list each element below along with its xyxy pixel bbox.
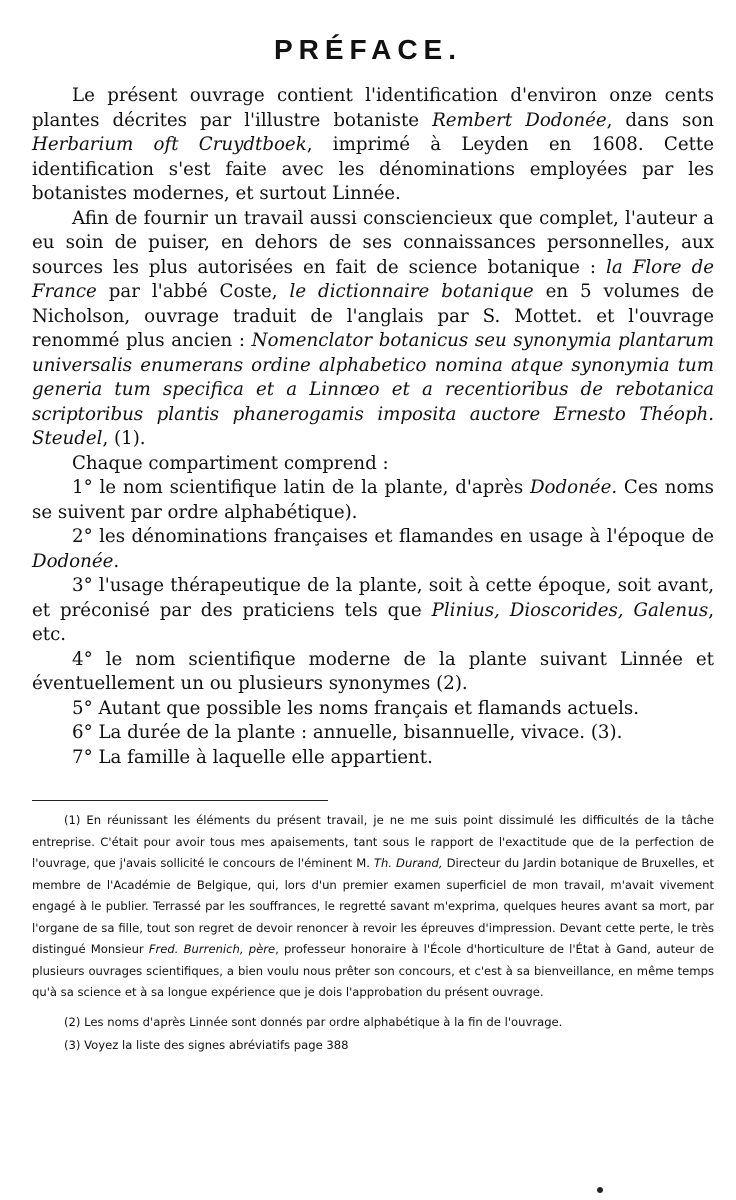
list-item-2	[32, 525, 714, 574]
text-run: Afin de fournir un travail aussi consciencieux que complet, l'auteur a eu soin de puiser, en dehors de ses connaissances personnelles, aux sources les plus autorisées en fait de science botanique :	[32, 207, 714, 278]
author-name: Rembert Dodonée	[432, 109, 607, 131]
footnotes	[32, 810, 714, 1057]
text-run: Le présent ouvrage contient l'identification d'environ onze cents plantes décrites par l'illustre botaniste	[32, 85, 714, 131]
author-name: Dodonée	[32, 550, 114, 572]
person-name: Th. Durand,	[373, 856, 443, 870]
book-title: Herbarium oft Cruydtboek	[32, 134, 307, 155]
list-item-1	[32, 476, 714, 525]
list-item-6: 6° La durée de la plante : annuelle, bisannuelle, vivace. (3).	[72, 722, 623, 743]
footnote-3: (3) Voyez la liste des signes abréviatifs page 388	[64, 1038, 349, 1052]
list-item-4: 4° le nom scientifique moderne de la plante suivant Linnée et éventuellement un ou plusieurs synonymes (2).	[32, 648, 714, 694]
text-run: , dans son	[606, 109, 715, 131]
ink-speck	[597, 1187, 603, 1193]
footnote-divider	[32, 800, 328, 801]
text-run: .	[113, 550, 120, 572]
paragraph-sources	[32, 207, 714, 452]
text-run: 3° l'usage thérapeutique de la plante, soit à cette époque, soit avant, et préconisé par des praticiens tels que	[32, 575, 714, 621]
footnote-2: (2) Les noms d'après Linnée sont donnés par ordre alphabétique à la fin de l'ouvrage.	[64, 1014, 563, 1029]
person-name: Fred. Burrenich, père	[148, 942, 276, 956]
page-title: PRÉFACE.	[273, 34, 463, 65]
author-name: Dodonée.	[529, 477, 618, 498]
paragraph-intro	[32, 84, 714, 207]
text-run: , etc.	[32, 599, 714, 645]
text-run: , (1).	[102, 428, 146, 449]
text-run: en 5 volumes de Nicholson, ouvrage traduit de l'anglais par S. Mottet. et l'ouvrage renommé plus ancien :	[32, 281, 714, 351]
text-run: 2° les dénominations françaises et flamandes en usage à l'époque de	[72, 526, 714, 547]
text-run: Directeur du Jardin botanique de Bruxelles, et membre de l'Académie de Belgique, qui, lors d'un premier examen superficiel de mon travail, m'avait vivement engagé à le publier. Terrassé par les souffrances, le regretté savant m'exprima, quelques heures avant sa mort, par l'organe de sa fille, tout son regret de devoir renoncer à revoir les épreuves d'impression. Devant cette perte, le très distingué Monsieur	[32, 856, 715, 956]
text-run: Chaque compartiment comprend :	[72, 452, 389, 474]
practitioner-names: Plinius, Dioscorides, Galenus	[431, 599, 709, 621]
text-run: 1° le nom scientifique latin de la plante, d'après	[72, 477, 530, 498]
list-item-3	[32, 574, 714, 648]
preface-body	[32, 84, 714, 770]
source-title: la Flore de France	[32, 256, 714, 302]
source-title: le dictionnaire botanique	[289, 281, 534, 302]
text-run: par l'abbé Coste,	[96, 281, 290, 302]
footnote-1	[32, 810, 714, 1004]
source-title: Nomenclator botanicus seu synonymia plantarum universalis enumerans ordine alphabetico nomina atque synonymia tum generia tum specifica et a Linnœo et a recentioribus de rebotanica scriptoribus plantis phanerogamis imposita auctore Ernesto Théoph. Steudel	[32, 330, 714, 449]
paragraph-compartment	[32, 452, 714, 477]
text-run: (1) En réunissant les éléments du présent travail, je ne me suis point dissimulé les difficultés de la tâche entreprise. C'était pour avoir tous mes apaisements, tant sous le rapport de l'exactitude que de la perfection de l'ouvrage, que j'avais sollicité le concours de l'éminent M.	[32, 813, 714, 870]
text-run: , imprimé à Leyden en 1608. Cette identification s'est faite avec les dénominations employées par les botanistes modernes, et surtout Linnée.	[32, 134, 714, 204]
list-item-5: 5° Autant que possible les noms français et flamands actuels.	[72, 697, 640, 719]
text-run: , professeur honoraire à l'École d'horticulture de l'État à Gand, auteur de plusieurs ouvrages scientifiques, a bien voulu nous prêter son concours, et c'est à sa bienveillance, en même temps qu'à sa science et à sa longue expérience que je dois l'approbation du présent ouvrage.	[32, 942, 715, 999]
text-run: Ces noms se suivent par ordre alphabétique).	[32, 477, 714, 523]
list-item-7: 7° La famille à laquelle elle appartient.	[72, 746, 433, 768]
